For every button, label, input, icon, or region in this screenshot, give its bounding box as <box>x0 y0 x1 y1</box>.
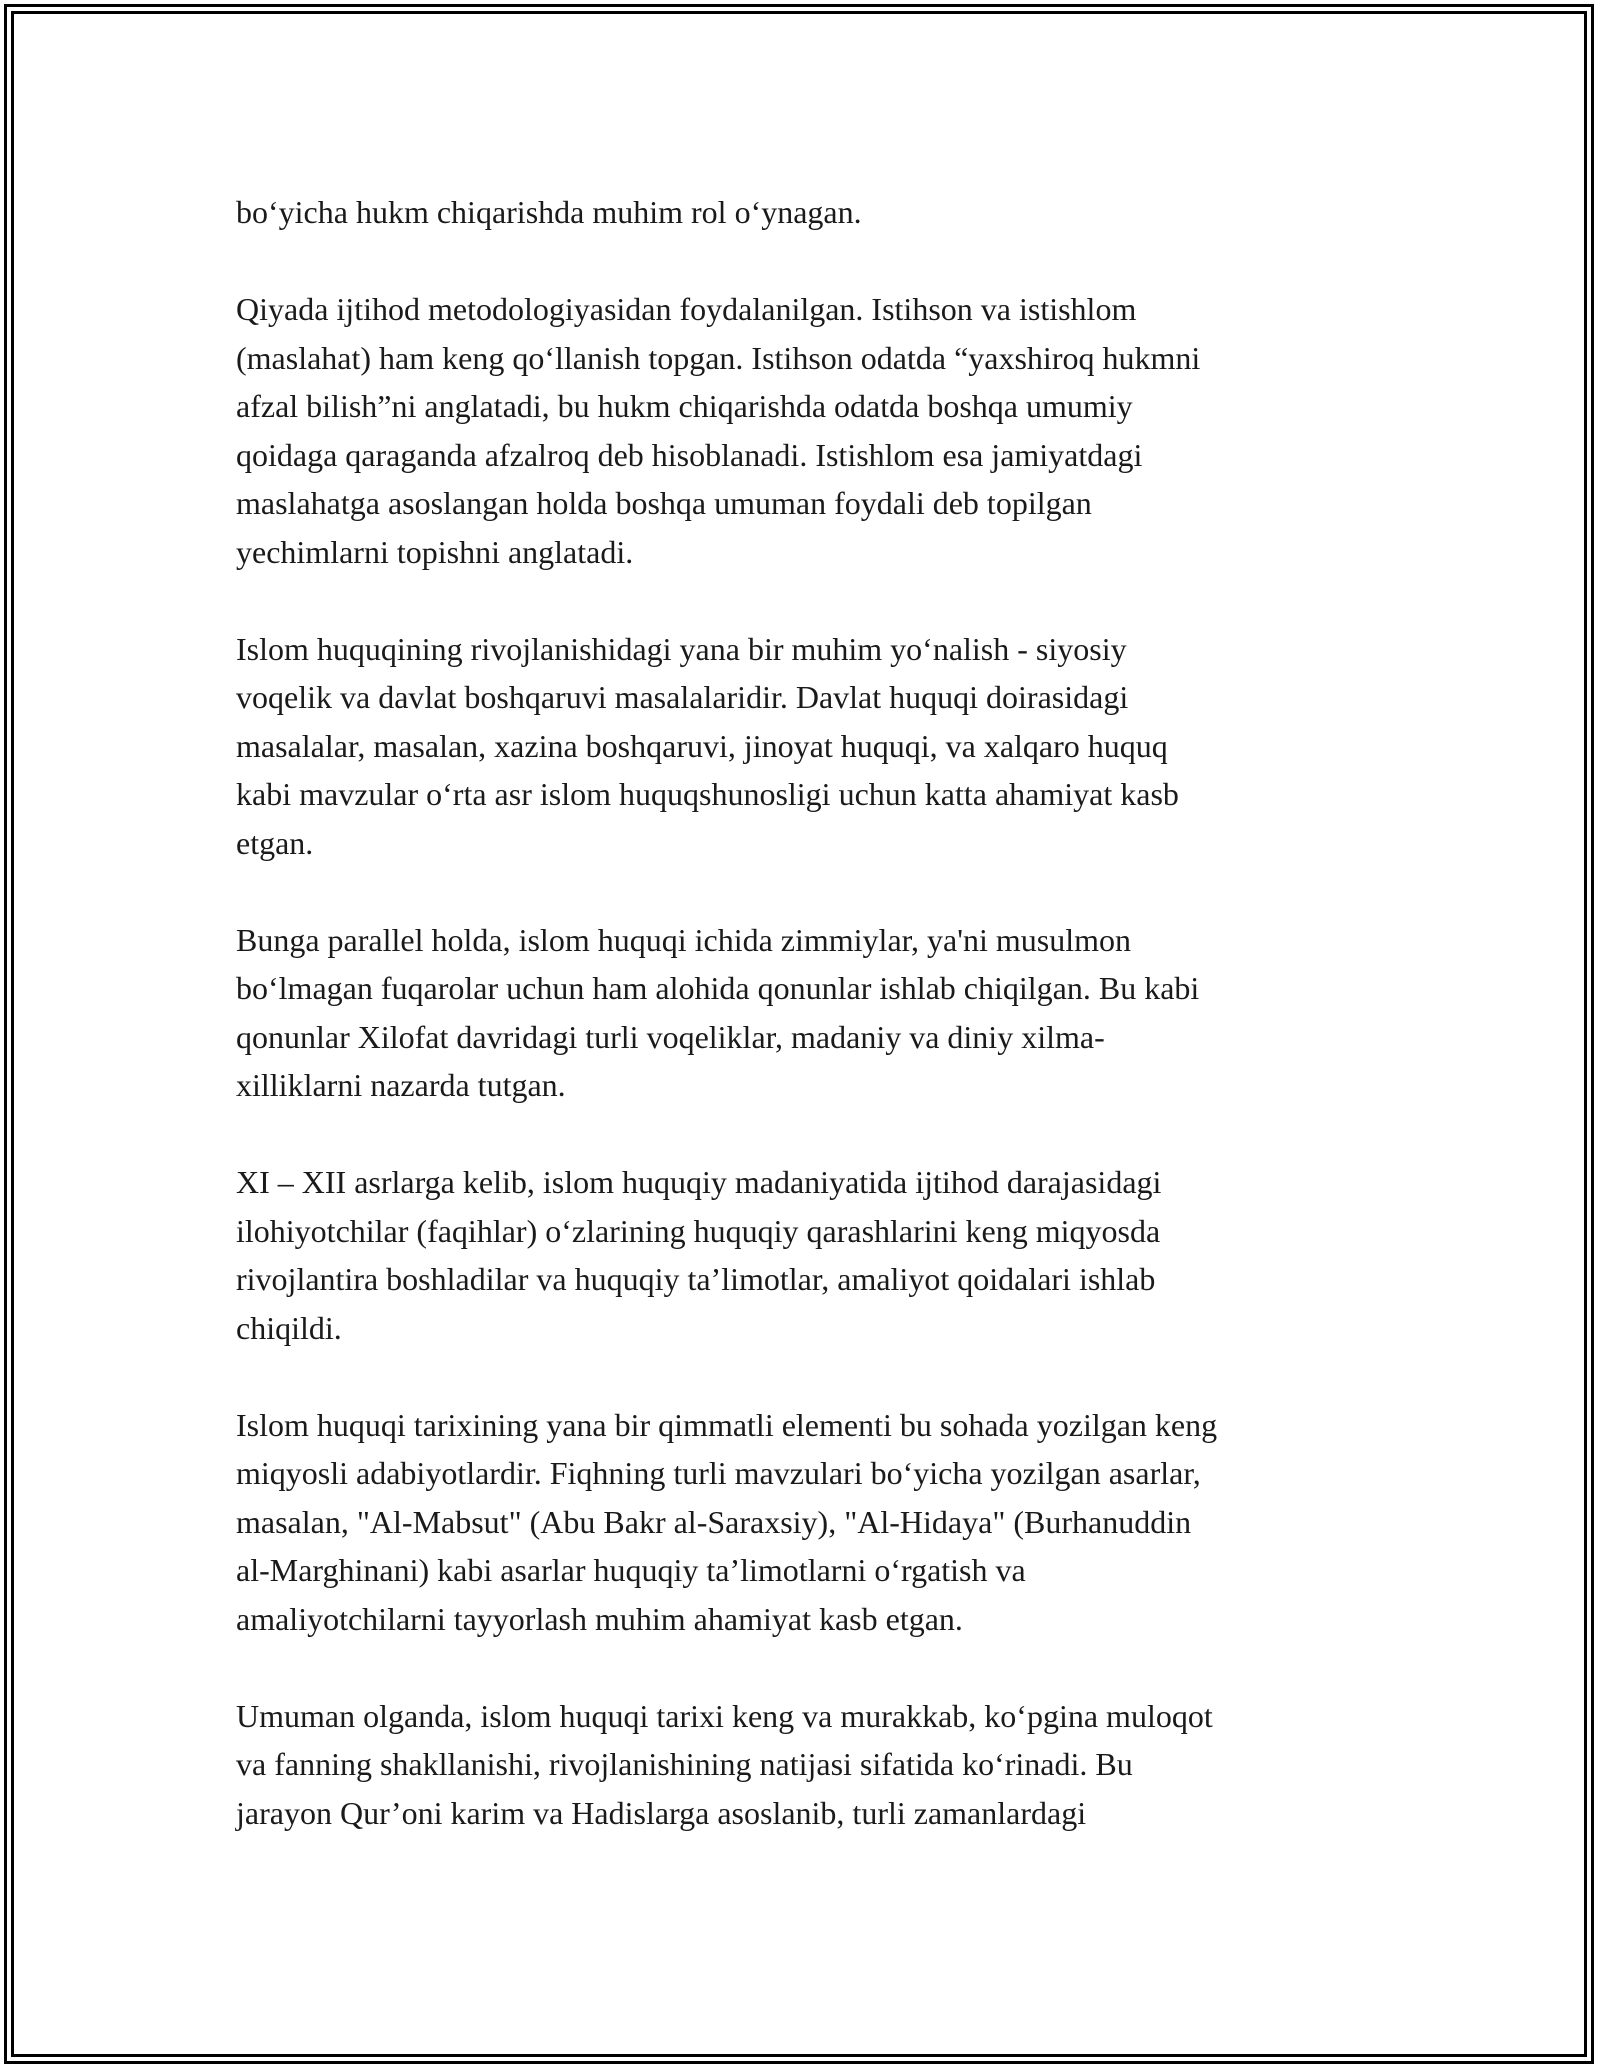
text-line: qonunlar Xilofat davridagi turli voqeliklar, madaniy va diniy xilma- <box>236 1018 1105 1055</box>
text-line: voqelik va davlat boshqaruvi masalalaridir. Davlat huquqi doirasidagi <box>236 679 1129 715</box>
paragraph-4 <box>236 916 1376 1110</box>
text-line: qoidaga qaraganda afzalroq deb hisoblanadi. Istishlom esa jamiyatdagi <box>236 436 1143 473</box>
paragraph-7 <box>236 1692 1376 1838</box>
text-line: rivojlantira boshladilar va huquqiy ta’limotlar, amaliyot qoidalari ishlab <box>236 1261 1156 1297</box>
text-line: Qiyada ijtihod metodologiyasidan foydalanilgan. Istihson va istishlom <box>236 291 1137 327</box>
text-line: ilohiyotchilar (faqihlar) o‘zlarining huquqiy qarashlarini keng miqyosda <box>236 1212 1161 1249</box>
text-line: miqyosli adabiyotlardir. Fiqhning turli mavzulari bo‘yicha yozilgan asarlar, <box>236 1455 1201 1491</box>
text-line: masalan, "Al-Mabsut" (Abu Bakr al-Saraxsiy), "Al-Hidaya" (Burhanuddin <box>236 1503 1192 1540</box>
text-line: va fanning shakllanishi, rivojlanishining natijasi sifatida ko‘rinadi. Bu <box>236 1746 1133 1782</box>
text-line: jarayon Qur’oni karim va Hadislarga asoslanib, turli zamanlardagi <box>236 1794 1087 1831</box>
text-line: Islom huquqining rivojlanishidagi yana bir muhim yo‘nalish - siyosiy <box>236 630 1127 667</box>
text-line: maslahatga asoslangan holda boshqa umuman foydali deb topilgan <box>236 485 1092 521</box>
paragraph-5 <box>236 1158 1376 1352</box>
text-line: amaliyotchilarni tayyorlash muhim ahamiyat kasb etgan. <box>236 1600 963 1637</box>
text-line: bo‘lmagan fuqarolar uchun ham alohida qonunlar ishlab chiqilgan. Bu kabi <box>236 970 1200 1006</box>
text-line: chiqildi. <box>236 1309 342 1346</box>
text-line: (maslahat) ham keng qo‘llanish topgan. Istihson odatda “yaxshiroq hukmni <box>236 339 1201 376</box>
text-line: al-Marghinani) kabi asarlar huquqiy ta’limotlarni o‘rgatish va <box>236 1552 1026 1588</box>
text-line: kabi mavzular o‘rta asr islom huquqshunosligi uchun katta ahamiyat kasb <box>236 776 1179 812</box>
text-line: Umuman olganda, islom huquqi tarixi keng va murakkab, ko‘pgina muloqot <box>236 1697 1213 1734</box>
text-line: Bunga parallel holda, islom huquqi ichida zimmiylar, ya'ni musulmon <box>236 921 1131 958</box>
paragraph-1 <box>236 188 1376 237</box>
document-body <box>236 188 1376 1886</box>
paragraph-3 <box>236 625 1376 868</box>
text-line: xilliklarni nazarda tutgan. <box>236 1067 566 1103</box>
text-line: etgan. <box>236 824 314 861</box>
paragraph-6 <box>236 1401 1376 1644</box>
text-line: afzal bilish”ni anglatadi, bu hukm chiqarishda odatda boshqa umumiy <box>236 388 1133 424</box>
paragraph-2 <box>236 285 1376 576</box>
text-line: Islom huquqi tarixining yana bir qimmatli elementi bu sohada yozilgan keng <box>236 1406 1218 1443</box>
text-line: yechimlarni topishni anglatadi. <box>236 533 634 570</box>
text-line: bo‘yicha hukm chiqarishda muhim rol o‘ynagan. <box>236 194 862 230</box>
text-line: masalalar, masalan, xazina boshqaruvi, jinoyat huquqi, va xalqaro huquq <box>236 727 1168 764</box>
text-line: XI – XII asrlarga kelib, islom huquqiy madaniyatida ijtihod darajasidagi <box>236 1164 1162 1200</box>
